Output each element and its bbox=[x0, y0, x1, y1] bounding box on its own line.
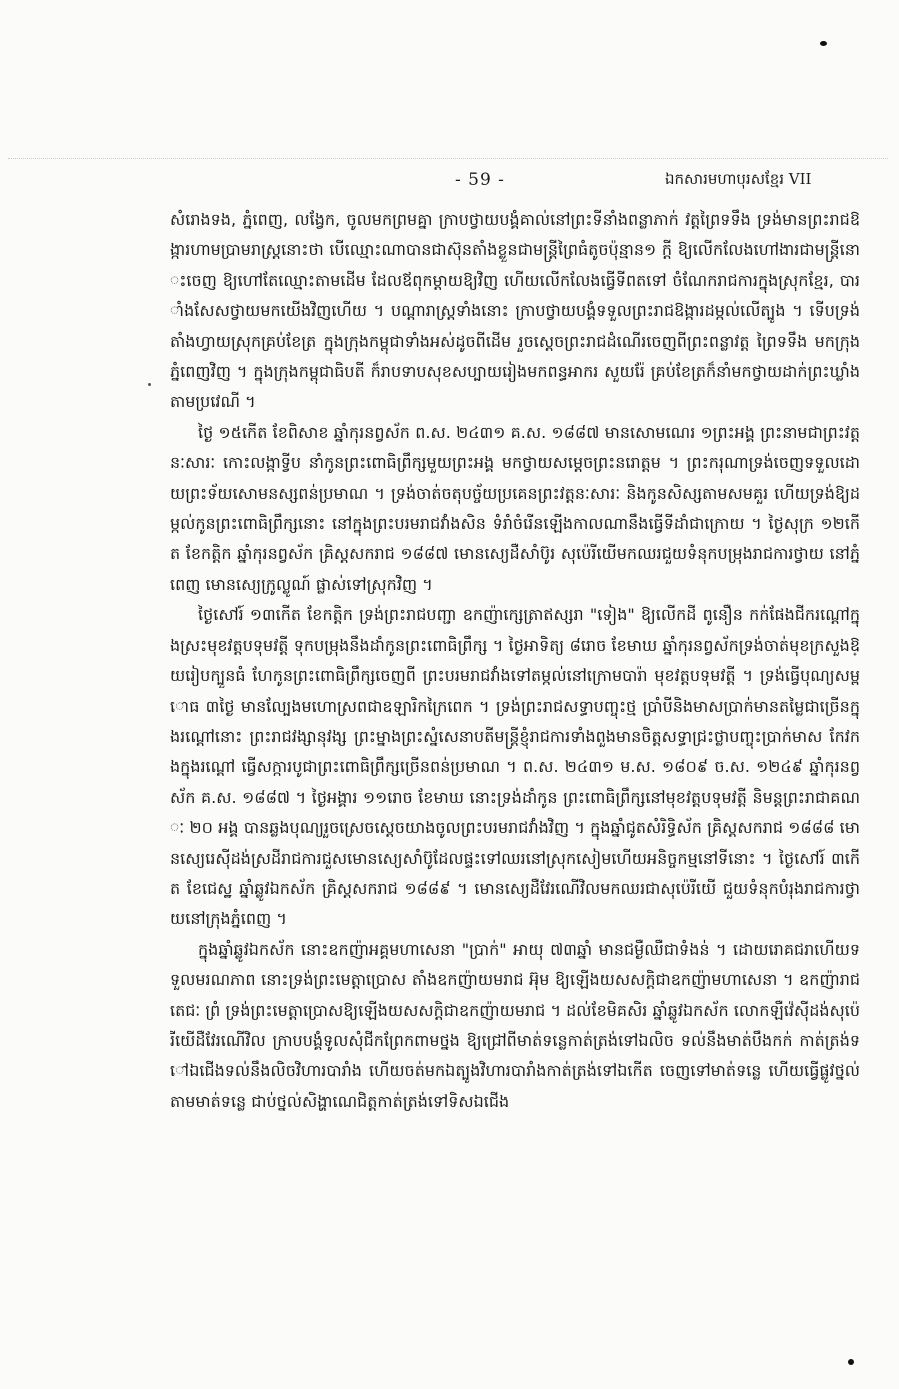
paragraph-2: ថ្ងៃ ១៥កើត ខែពិសាខ ឆ្នាំកុរនព្វស័ក ព.ស. ២៤៣១ គ.ស. ១៨៨៧ មានសោមណេរ ១ព្រះអង្គ ព្រះនាមជាព្រះវត្តនៈសារៈ កោះលង្កាទ្វីប នាំកូនព្រះពោធិព្រឹក្សមួយព្រះអង្គ មកថ្វាយសម្តេចព្រះនរោត្តម ។ ព្រះករុណាទ្រង់ចេញទទួលដោយព្រះទ័យសោមនស្សពន់ប្រមាណ ។ ទ្រង់ចាត់ចតុបច្ច័យប្រគេនព្រះវត្តនៈសារៈ និងកូនសិស្សតាមសមគួរ ហើយទ្រង់ឱ្យដម្កល់កូនព្រះពោធិព្រឹក្សនោះ នៅក្នុងព្រះបរមរាជវាំងសិន ទំរាំចំរើនឡើងកាលណានឹងធ្វើទីដាំជាក្រោយ ។ ថ្ងៃសុក្រ ១២កើត ខែកត្តិក ឆ្នាំកុរនព្វស័ក គ្រិស្តសករាជ ១៨៨៧ មោនស្យេដឺសាំប៊ូរ សុប៉េរីយើមកឈរជួយទំនុកបម្រុងរាជការថ្វាយ នៅភ្នំពេញ មោនស្យេក្រូល្លូណ៍ ផ្លាស់ទៅស្រុកវិញ ។ bbox=[170, 422, 860, 594]
scan-speck-margin bbox=[148, 383, 151, 386]
paragraph-3: ថ្ងៃសៅរ៍ ១៣កើត ខែកត្តិក ទ្រង់ព្រះរាជបញ្ជា ឧកញ៉ាក្សេត្រាឥស្សរា "ទៀង" ឱ្យលើកដី ពូនឿន កក់ផែងជីករណ្តៅក្នុងស្រះមុខវត្តបទុមវត្តី ទុកបម្រុងនឹងដាំកូនព្រះពោធិព្រឹក្ស ។ ថ្ងៃអាទិត្យ ៨រោច ខែមាឃ ឆ្នាំកុរនព្វស័កទ្រង់ចាត់មុខក្រសួងឱ្យរៀបក្បួនធំ ហែកូនព្រះពោធិព្រឹក្សចេញពី ព្រះបរមរាជវាំងទៅតម្កល់នៅក្រោមបារ៉ា មុខវត្តបទុមវត្តី ។ ទ្រង់ធ្វើបុណ្យសម្ពោធ ៣ថ្ងៃ មានល្បែងមហោស្រពជាឧឡារិកក្រៃពេក ។ ទ្រង់ព្រះរាជសទ្ធាបញ្ចុះថ្ម ប្រាំបីនិងមាសប្រាក់មានតម្លៃជាច្រើនក្នុងរណ្តៅនោះ ព្រះរាជវង្សានុវង្ស ព្រះម្នាងព្រះស្នំសេនាបតីមន្ត្រីខ្ញុំរាជការទាំងពួងមានចិត្តសទ្ធាជ្រះថ្លាបញ្ចុះប្រាក់មាស កែវកងក្នុងរណ្តៅ ធ្វើសក្ការបូជាព្រះពោធិព្រឹក្សច្រើនពន់ប្រមាណ ។ ព.ស. ២៤៣១ ម.ស. ១៨០៩ ច.ស. ១២៤៩ ឆ្នាំកុរនព្វស័ក គ.ស. ១៨៨៧ ។ ថ្ងៃអង្គារ ១១រោច ខែមាឃ នោះទ្រង់ដាំកូន ព្រះពោធិព្រឹក្សនៅមុខវត្តបទុមវត្តី និមន្តព្រះរាជាគណៈ ២០ អង្គ បានឆ្លងបុណ្យរួចស្រេចស្តេចយាងចូលព្រះបរមរាជវាំងវិញ ។ ក្នុងឆ្នាំជូតសំរិទ្ធិស័ក គ្រិស្តសករាជ ១៨៨៨ មោនស្យេរេស៊ីដង់ស្រដីរាជការជួសមោនស្យេសាំប៊ូដែលផ្ទះទៅឈរនៅស្រុកសៀមហើយអនិច្ចកម្មនៅទីនោះ ។ ថ្ងៃសៅរ៍ ៣កើត ខែជេស្ឋ ឆ្នាំឆ្លូវឯកស័ក គ្រិស្តសករាជ ១៨៨៩ ។ មោនស្យេដឺវែរណើវិលមកឈរជាសុប៉េរីយើ ជួយទំនុកបំរុងរាជការថ្វាយនៅក្រុងភ្នំពេញ ។ bbox=[170, 605, 860, 929]
header-dotted-rule bbox=[8, 158, 888, 159]
paragraph-4: ក្នុងឆ្នាំឆ្លូវឯកស័ក នោះឧកញ៉ាអគ្គមហាសេនា "ប្រាក់" អាយុ ៧៣ឆ្នាំ មានជម្ងឺឈឺជាទំងន់ ។ ដោយរោគជរាហើយទទួលមរណភាព នោះទ្រង់ព្រះមេត្តាប្រោស តាំងឧកញ៉ាយមរាជ អ៊ុម ឱ្យឡើងយសសក្តិជាឧកញ៉ាមហាសេនា ។ ឧកញ៉ារាជតេជៈ ព្រំ ទ្រង់ព្រះមេត្តាប្រោសឱ្យឡើងយសសក្តិជាឧកញ៉ាយមរាជ ។ ដល់ខែមិគសិរ ឆ្នាំឆ្លូវឯកស័ក លោកឡឺវ៉េស៊ីដង់សុប៉េរីយើដឺវែរណើវិល ក្រាបបង្គំទូលសុំជីកព្រែកពាមថ្នង ឱ្យជ្រៅពីមាត់ទន្លេកាត់ត្រង់ទៅឯលិច ទល់នឹងមាត់បឹងកក់ កាត់ត្រង់ទៅឯជើងទល់នឹងលិចវិហារបារាំង ហើយចត់មកឯត្បូងវិហារបារាំងកាត់ត្រង់ទៅឯកើត ចេញទៅមាត់ទន្លេ ហើយធ្វើផ្លូវថ្នល់តាមមាត់ទន្លេ ជាប់ថ្នល់សិង្ហាណេជិត្តកាត់ត្រង់ទៅទិសឯជើង bbox=[170, 939, 860, 1111]
paragraph-1: សំរោងទង, ភ្នំពេញ, លង្វែក, ចូលមកព្រមគ្នា ក្រាបថ្វាយបង្គំគាល់នៅព្រះទីនាំងពន្លាភាក់ វត្តព្រៃទទឹង ទ្រង់មានព្រះរាជឱង្ការហាមប្រាមរាស្ត្រនោះថា បើឈ្មោះណាបានជាស៊ុនតាំងខ្លួនជាមន្ត្រីព្រៃធំតូចប៉ុន្មាន១ ក្តី ឱ្យលើកលែងហៅងារជាមន្ត្រីនោះចេញ ឱ្យហៅតែឈ្មោះតាមដើម ដែលឪពុកម្តាយឱ្យវិញ ហើយលើកលែងធ្វើទីពតទៅ ចំណែករាជការក្នុងស្រុកខ្មែរ, បារាំងសែសថ្វាយមកយើងវិញហើយ ។ បណ្តារាស្ត្រទាំងនោះ ក្រាបថ្វាយបង្គំទទួលព្រះរាជឱង្ការដម្កល់លើត្បូង ។ ទើបទ្រង់តាំងហ្វាយស្រុកគ្រប់ខែត្រ ក្នុងក្រុងកម្ពុជាទាំងអស់ដូចពីដើម រួចស្តេចព្រះរាជដំណើរចេញពីព្រះពន្លាវត្ត ព្រៃទទឹង មកក្រុងភ្នំពេញវិញ ។ ក្នុងក្រុងកម្ពុជាធិបតី ក៏រាបទាបសុខសប្បាយរៀងមកពន្ធអាករ សួយរ៉ែ គ្រប់ខែត្រក៏នាំមកថ្វាយដាក់ព្រះឃ្លាំងតាមប្រវេណី ។ bbox=[170, 210, 860, 412]
scan-speck-top bbox=[820, 41, 827, 46]
page-number: - 59 - bbox=[455, 170, 505, 190]
running-title: ឯកសារមហាបុរសខ្មែរ VII bbox=[665, 170, 812, 188]
page-header bbox=[0, 168, 899, 198]
body-text bbox=[170, 205, 860, 1375]
